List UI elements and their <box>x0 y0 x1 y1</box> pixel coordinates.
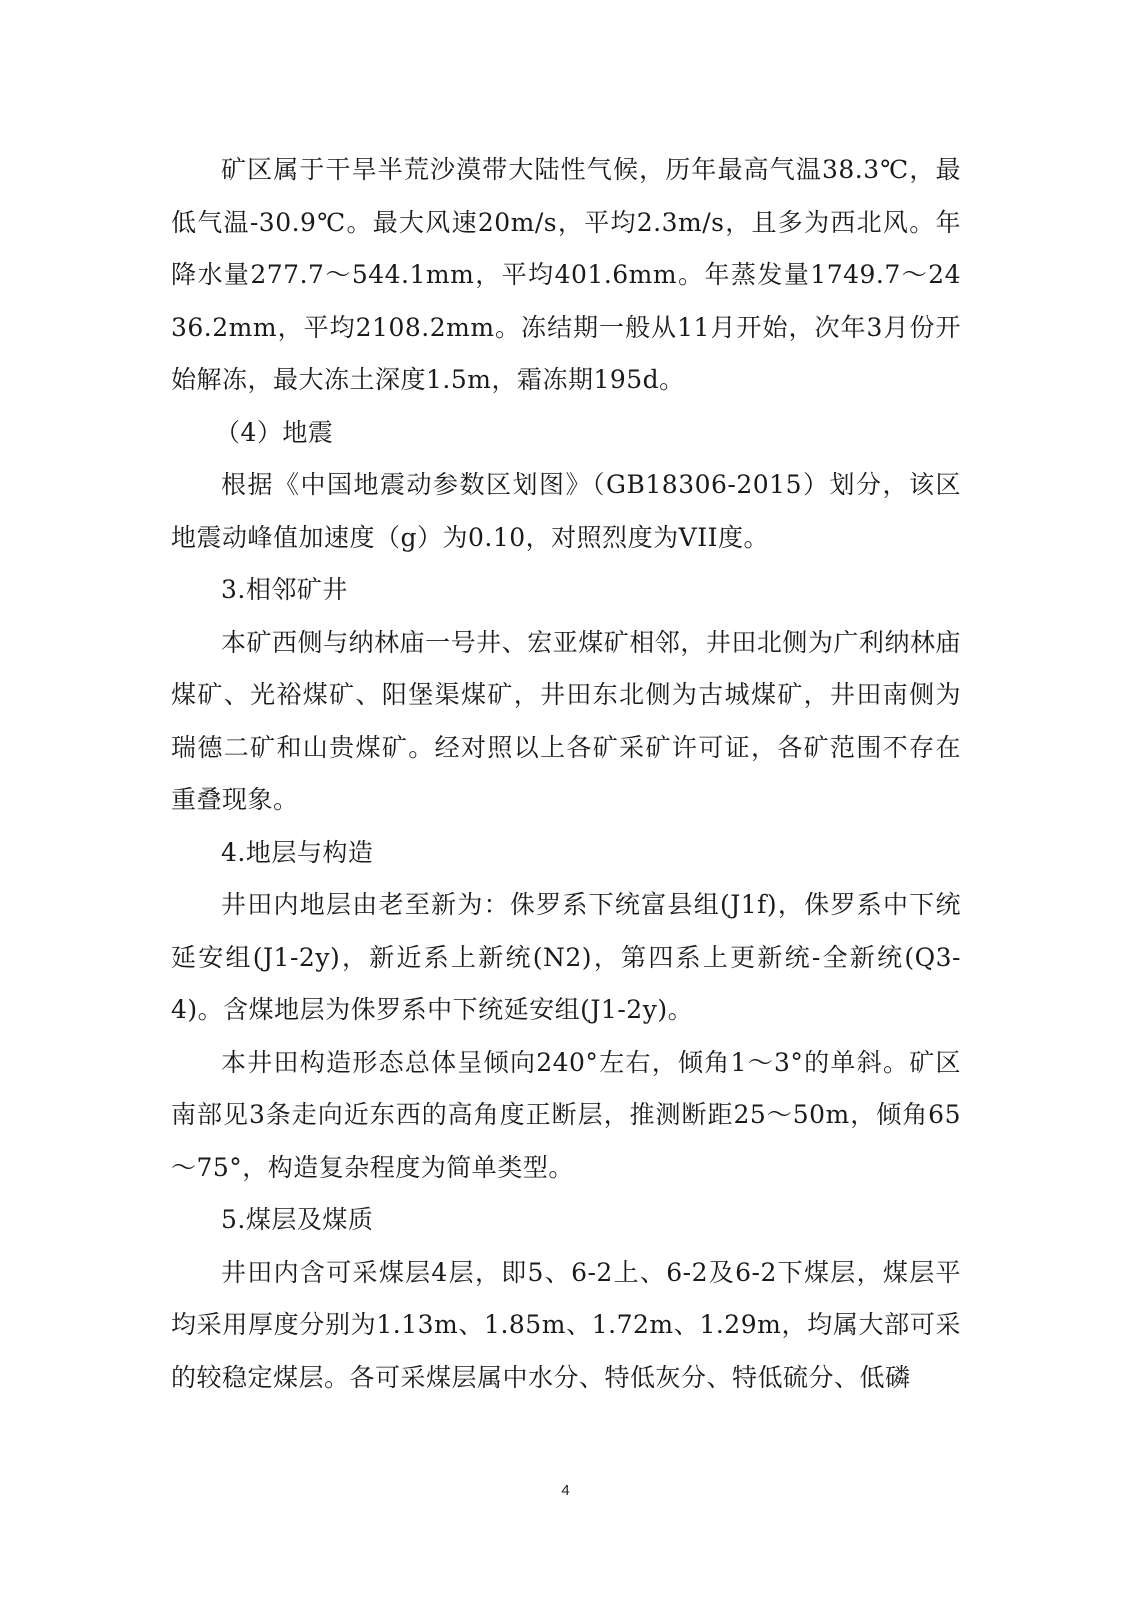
heading-strata-structure: 4.地层与构造 <box>221 837 374 867</box>
heading-earthquake: （4）地震 <box>215 417 334 447</box>
heading-coal-seams: 5.煤层及煤质 <box>221 1205 374 1234</box>
paragraph-coal-seams: 井田内含可采煤层4层，即5、6-2上、6-2及6-2下煤层，煤层平均采用厚度分别为1.13m、1.85m、1.72m、1.29m，均属大部可采的较稳定煤层。各可采煤层属中水分、特低灰分、特低硫分、低磷 <box>171 1257 961 1392</box>
paragraph-structure: 本井田构造形态总体呈倾向240°左右，倾角1～3°的单斜。矿区南部见3条走向近东西的高角度正断层，推测断距25～50m，倾角65～75°，构造复杂程度为简单类型。 <box>171 1047 961 1182</box>
paragraph-adjacent-mines: 本矿西侧与纳林庙一号井、宏亚煤矿相邻，井田北侧为广利纳林庙煤矿、光裕煤矿、阳堡渠煤矿，井田东北侧为古城煤矿，井田南侧为瑞德二矿和山贵煤矿。经对照以上各矿采矿许可证，各矿范围不存在重叠现象。 <box>171 627 961 814</box>
paragraph-climate: 矿区属于干旱半荒沙漠带大陆性气候，历年最高气温38.3℃，最低气温-30.9℃。最大风速20m/s，平均2.3m/s，且多为西北风。年降水量277.7～544.1mm，平均401.6mm。年蒸发量1749.7～2436.2mm，平均2108.2mm。冻结期一般从11月开始，次年3月份开始解冻，最大冻土深度1.5m，霜冻期195d。 <box>171 155 961 394</box>
page-number: 4 <box>561 1482 570 1499</box>
paragraph-strata: 井田内地层由老至新为：侏罗系下统富县组(J1f)，侏罗系中下统延安组(J1-2y)，新近系上新统(N2)，第四系上更新统-全新统(Q3-4)。含煤地层为侏罗系中下统延安组(J1-2y)。 <box>171 890 961 1024</box>
body-text <box>171 144 961 1404</box>
paragraph-earthquake: 根据《中国地震动参数区划图》（GB18306-2015）划分，该区地震动峰值加速度（g）为0.10，对照烈度为VII度。 <box>171 470 961 552</box>
heading-adjacent-mines: 3.相邻矿井 <box>221 575 348 604</box>
